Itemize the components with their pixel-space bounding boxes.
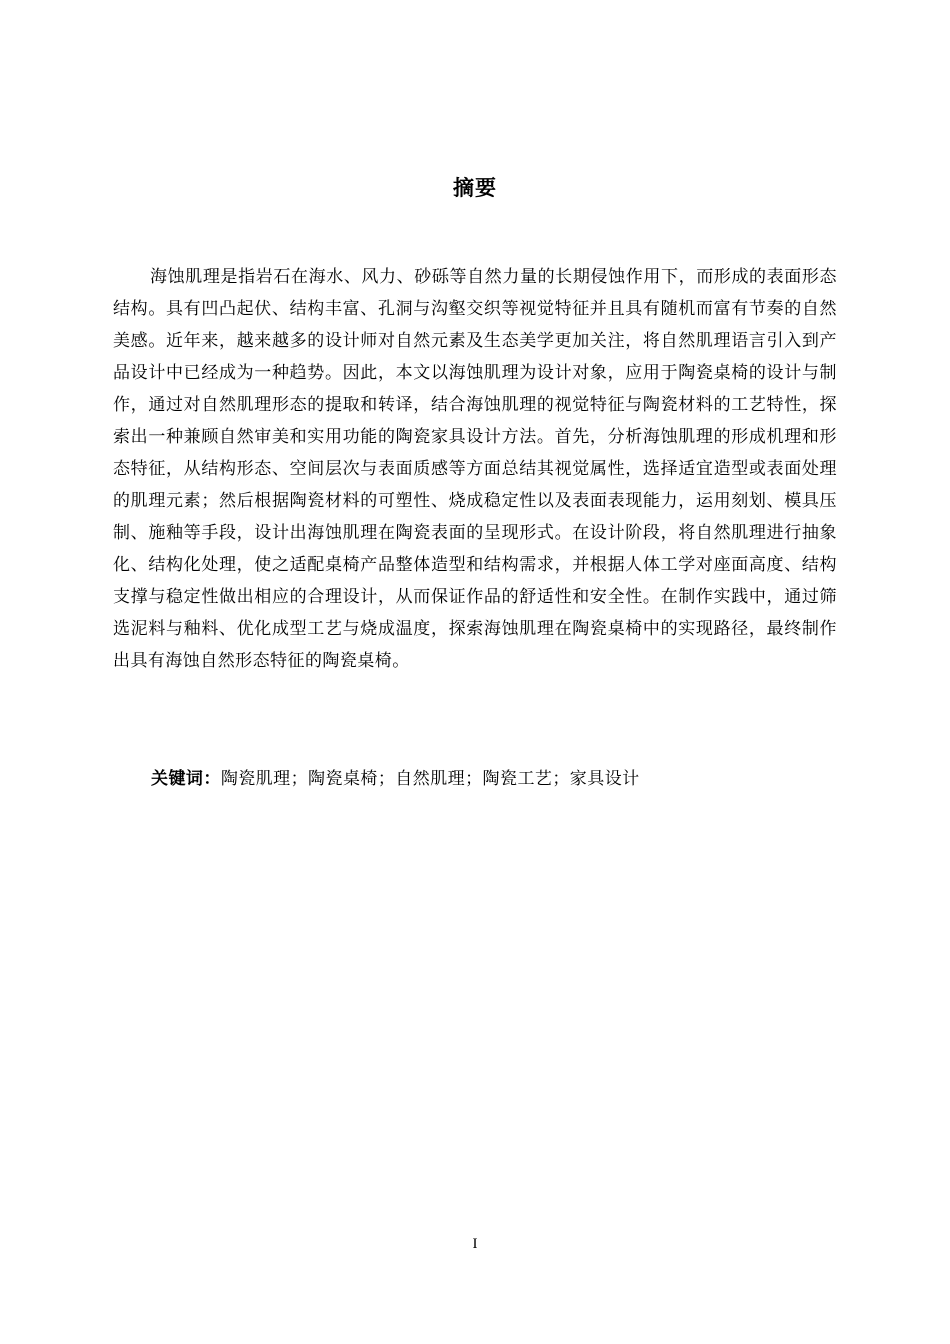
- abstract-body: 海蚀肌理是指岩石在海水、风力、砂砾等自然力量的长期侵蚀作用下，而形成的表面形态结构。具有凹凸起伏、结构丰富、孔洞与沟壑交织等视觉特征并且具有随机而富有节奏的自然美感。近年来，越来越多的设计师对自然元素及生态美学更加关注，将自然肌理语言引入到产品设计中已经成为一种趋势。因此，本文以海蚀肌理为设计对象，应用于陶瓷桌椅的设计与制作，通过对自然肌理形态的提取和转译，结合海蚀肌理的视觉特征与陶瓷材料的工艺特性，探索出一种兼顾自然审美和实用功能的陶瓷家具设计方法。首先，分析海蚀肌理的形成机理和形态特征，从结构形态、空间层次与表面质感等方面总结其视觉属性，选择适宜造型或表面处理的肌理元素；然后根据陶瓷材料的可塑性、烧成稳定性以及表面表现能力，运用刻划、模具压制、施釉等手段，设计出海蚀肌理在陶瓷表面的呈现形式。在设计阶段，将自然肌理进行抽象化、结构化处理，使之适配桌椅产品整体造型和结构需求，并根据人体工学对座面高度、结构支撑与稳定性做出相应的合理设计，从而保证作品的舒适性和安全性。在制作实践中，通过筛选泥料与釉料、优化成型工艺与烧成温度，探索海蚀肌理在陶瓷桌椅中的实现路径，最终制作出具有海蚀自然形态特征的陶瓷桌椅。: [113, 267, 837, 671]
- abstract-title: 摘要: [453, 176, 497, 200]
- keywords-text: 陶瓷肌理；陶瓷桌椅；自然肌理；陶瓷工艺；家具设计: [220, 769, 640, 789]
- keywords-label: 关键词：: [151, 769, 221, 789]
- keywords-line: [151, 763, 837, 795]
- page-number: I: [472, 1236, 478, 1252]
